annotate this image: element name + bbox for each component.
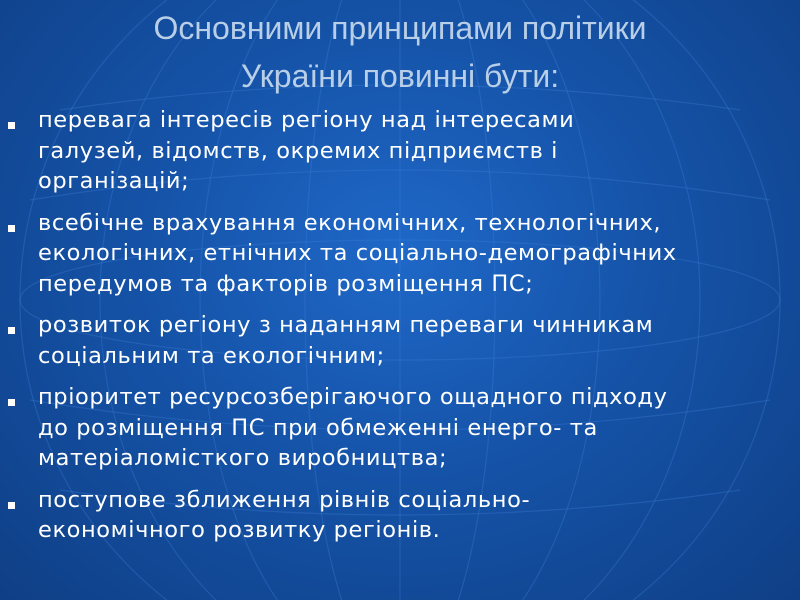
square-bullet-icon	[8, 122, 15, 129]
slide-title-text: Основними принципами політики України повинні бути:	[153, 10, 647, 94]
slide-title	[40, 4, 760, 100]
bullet-item	[8, 485, 793, 546]
bullet-text: пріоритет ресурсозберігаючого ощадного підходу до розміщення ПС при обмеженні енерго- та матеріаломісткого виробництва;	[38, 384, 668, 471]
bullet-text: перевага інтересів регіону над інтересами галузей, відомств, окремих підприємств і організацій;	[38, 107, 575, 194]
square-bullet-icon	[8, 327, 15, 334]
bullet-text: поступове зближення рівнів соціально- економічного розвитку регіонів.	[38, 486, 531, 543]
square-bullet-icon	[8, 225, 15, 232]
bullet-item	[8, 382, 793, 474]
bullet-list	[8, 105, 793, 557]
bullet-item	[8, 105, 793, 197]
bullet-text: всебічне врахування економічних, технологічних, екологічних, етнічних та соціально-демографічних передумов та факторів розміщення ПС;	[38, 209, 677, 297]
bullet-text: розвиток регіону з наданням переваги чинникам соціальним та екологічним;	[38, 312, 654, 369]
square-bullet-icon	[8, 502, 15, 509]
bullet-item	[8, 208, 793, 300]
square-bullet-icon	[8, 399, 15, 406]
bullet-item	[8, 310, 793, 371]
